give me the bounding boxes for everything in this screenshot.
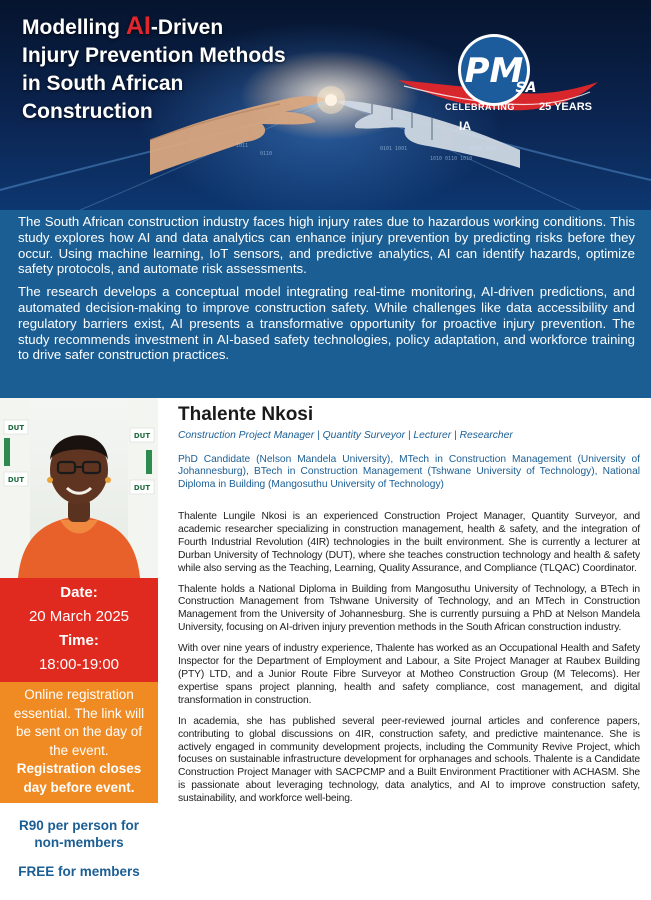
registration-note: Online registration essential. The link will be sent on the day of the event. [13, 687, 145, 758]
svg-text:1010 0110 1010: 1010 0110 1010 [430, 156, 473, 162]
speaker-qualifications: PhD Candidate (Nelson Mandela University), MTech in Construction Management (University of Johannesburg), BTech in Construction Management (Tshwane University of Technology), National Diploma in Building (Mangosuthu University of Technology) [178, 454, 640, 490]
logo-years: 25 YEARS [539, 101, 592, 113]
svg-text:0101 1001: 0101 1001 [380, 146, 408, 152]
page-title [22, 12, 352, 126]
pricing-box [0, 803, 158, 880]
speaker-photo [0, 398, 158, 578]
pmsa-25-years-logo [398, 22, 598, 137]
title-line3: in South African [22, 72, 184, 95]
time-label: Time: [59, 632, 99, 649]
svg-text:DUT: DUT [133, 484, 151, 492]
bio-paragraph: Thalente holds a National Diploma in Building from Mangosuthu University of Technology, a BTech in Construction Management from Tshwane University of Technology, and an MTech in Construction Management from the University of Johannesburg. She is currently pursuing a PhD at Nelson Mandela University, focusing on AI-driven injury prevention methods in the South African construction industry. [178, 583, 640, 634]
svg-text:DUT: DUT [7, 424, 25, 432]
speaker-roles: Construction Project Manager | Quantity Surveyor | Lecturer | Researcher [178, 430, 513, 441]
title-line1-pre: Modelling [22, 16, 126, 39]
speaker-bio [178, 511, 640, 814]
date-time-box [0, 578, 158, 682]
svg-text:0110: 0110 [260, 151, 273, 157]
logo-celebrating: CELEBRATING [445, 102, 515, 112]
bio-paragraph: In academia, she has published several peer-reviewed journal articles and conference papers, contributing to global discussions on 4IR, construction safety, and predictive maintenance. She is actively engaged in community development projects, including the Community Revive Project, which focuses on sustainable infrastructure development for orphanages and schools. Thalente is a Candidate Construction Project Manager with SACPCMP and a Built Environment Practitioner with ACHASM. She is passionate about leveraging technology, data analytics, and AI to improve construction safety, sustainability, and workforce well-being. [178, 715, 640, 805]
bio-paragraph: With over nine years of industry experience, Thalente has worked as an Occupational Health and Safety Inspector for the Department of Employment and Labour, a Site Project Manager at Raubex Building (PTY) LTD, and a Junior Route Fibre Surveyor at Motheo Construction Group (M Telecoms). Her expertise spans project planning, health and safety compliance, cost management, and digital transformation in construction. [178, 643, 640, 706]
logo-ia: IA [459, 119, 471, 133]
abstract-section [0, 210, 651, 398]
speaker-name: Thalente Nkosi [178, 404, 314, 425]
date-label: Date: [60, 584, 98, 601]
svg-text:DUT: DUT [133, 432, 151, 440]
svg-text:0110 1101: 0110 1101 [470, 146, 498, 152]
logo-monogram: PM [464, 51, 524, 91]
title-line2: Injury Prevention Methods [22, 44, 286, 67]
hero-banner [0, 0, 651, 210]
registration-box [0, 682, 158, 803]
date-value: 20 March 2025 [28, 608, 130, 625]
svg-text:1011: 1011 [236, 143, 249, 149]
speaker-portrait-illustration [0, 398, 158, 578]
speaker-header [178, 404, 640, 491]
title-line1-post: -Driven [150, 16, 224, 39]
bio-paragraph: Thalente Lungile Nkosi is an experienced Construction Project Manager, Quantity Surveyor, and academic researcher specializing in construction management, health & safety, and the integration of Fourth Industrial Revolution (4IR) technologies in the built environment. She is currently a lecturer at Durban University of Technology (DUT), where she teaches construction technology and health & safety while also serving as the Teaching, Learning, Quality Assurance, and Compliance (TLQAC) Coordinator. [178, 511, 640, 574]
logo-sub: SA [515, 80, 537, 96]
title-ai-highlight: AI [125, 12, 151, 40]
price-members: FREE for members [18, 864, 140, 879]
title-line4: Construction [22, 100, 153, 123]
abstract-paragraph-1: The South African construction industry faces high injury rates due to hazardous working conditions. This study explores how AI and data analytics can enhance injury prevention by predicting risks before they occur. Using machine learning, IoT sensors, and predictive analytics, AI can identify hazards, optimize safety protocols, and automate risk assessments. [18, 214, 635, 277]
event-info [0, 578, 158, 880]
time-value: 18:00-19:00 [38, 656, 120, 673]
registration-closes: Registration closes day before event. [16, 761, 142, 795]
abstract-paragraph-2: The research develops a conceptual model integrating real-time monitoring, AI-driven predictions, and automated decision-making to improve construction safety. While challenges like data accessibility and regulatory barriers exist, AI presents a transformative opportunity for proactive injury prevention. The study recommends investment in AI-based safety technologies, policy adaptation, and workforce training to drive safer construction practices. [18, 284, 635, 363]
svg-text:DUT: DUT [7, 476, 25, 484]
price-non-members: R90 per person for non-members [18, 818, 140, 850]
